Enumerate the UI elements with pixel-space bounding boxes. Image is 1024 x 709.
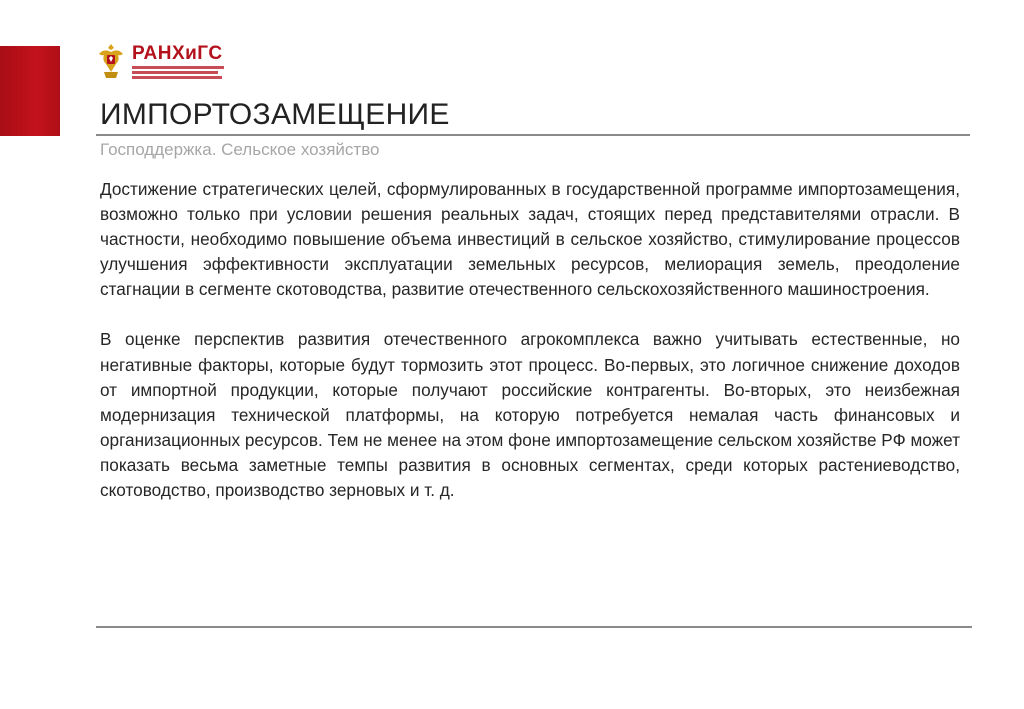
title-divider: [96, 134, 970, 136]
accent-bar: [0, 46, 60, 136]
page-subtitle: Господдержка. Сельское хозяйство: [100, 140, 380, 159]
logo: [96, 42, 224, 80]
body-text: [100, 177, 960, 528]
paragraph: Достижение стратегических целей, сформулированных в государственной программе импортозамещения, возможно только при условии решения реальных задач, стоящих перед представителями отрасли. В частности, необходимо повышение объема инвестиций в сельское хозяйство, стимулирование процессов улучшения эффективности эксплуатации земельных ресурсов, мелиорация земель, преодоление стагнации в сегменте скотоводства, развитие отечественного сельскохозяйственного машиностроения.: [100, 179, 960, 300]
logo-tagline: [132, 66, 224, 79]
footer-divider: [96, 626, 972, 628]
eagle-crest-icon: [96, 42, 126, 80]
logo-name: РАНХиГС: [132, 42, 223, 64]
paragraph: В оценке перспектив развития отечественного агрокомплекса важно учитывать естественные, но негативные факторы, которые будут тормозить этот процесс. Во-первых, это логичное снижение доходов от импортной продукции, которые получают российские контрагенты. Во-вторых, это неизбежная модернизация технической платформы, на которую потребуется немалая часть финансовых и организационных ресурсов. Тем не менее на этом фоне импортозамещение сельском хозяйстве РФ может показать весьма заметные темпы развития в основных сегментах, среди которых растениеводство, скотоводство, производство зерновых и т. д.: [100, 329, 960, 501]
page-title: ИМПОРТОЗАМЕЩЕНИЕ: [100, 98, 450, 131]
